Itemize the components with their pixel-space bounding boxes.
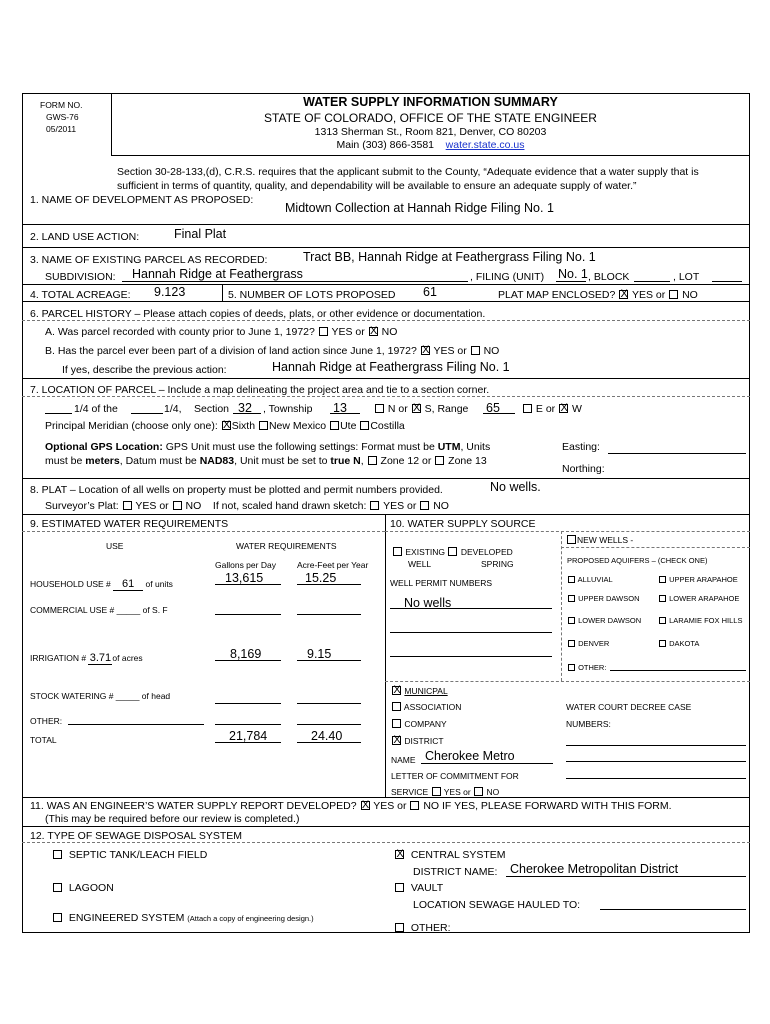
irrigation-acres[interactable]: 3.71: [89, 652, 112, 664]
s6b-no-checkbox[interactable]: [471, 346, 480, 355]
s6-label: 6. PARCEL HISTORY – Please attach copies of deeds, plats, or other evidence or documentation.: [30, 308, 486, 320]
ute-checkbox[interactable]: [330, 421, 339, 430]
new-mexico-checkbox[interactable]: [259, 421, 268, 430]
s4-label: 4. TOTAL ACREAGE:: [30, 289, 131, 301]
other-aquifer-checkbox[interactable]: [568, 664, 575, 671]
municipal-label: MUNICPAL: [404, 686, 448, 696]
other-gpd-field[interactable]: [215, 724, 281, 725]
ute-label: Ute: [340, 420, 357, 432]
other-aquifer-field[interactable]: [610, 670, 746, 671]
s5-number-of-lots[interactable]: 61: [423, 285, 437, 299]
surveyor-no-label: NO: [185, 500, 202, 512]
s6a-no-label: NO: [381, 326, 398, 338]
commercial-gpd-field[interactable]: [215, 614, 281, 615]
existing-developed-row: [392, 547, 513, 557]
hand-sketch-label: If not, scaled hand drawn sketch:: [212, 500, 367, 512]
district-name-value[interactable]: Cherokee Metropolitan District: [510, 862, 679, 876]
service-label: SERVICE: [391, 787, 429, 797]
rule: [222, 284, 223, 301]
township-underline: [330, 413, 360, 414]
easting-label: Easting:: [562, 441, 600, 453]
filing-label: , FILING (UNIT): [470, 271, 545, 283]
provider-name-value[interactable]: Cherokee Metro: [425, 749, 515, 763]
sketch-no-label: NO: [433, 500, 449, 512]
vault-checkbox[interactable]: [395, 883, 404, 892]
gps-text-3a: must be: [45, 455, 86, 467]
subdivision-value[interactable]: Hannah Ridge at Feathergrass: [132, 267, 303, 281]
lagoon-row: [52, 882, 114, 894]
hauled-label: LOCATION SEWAGE HAULED TO:: [413, 899, 581, 911]
household-row-label: [30, 578, 173, 591]
s6-question-a: [45, 326, 397, 338]
central-label: CENTRAL SYSTEM: [410, 849, 506, 861]
dakota-checkbox[interactable]: [659, 640, 666, 647]
s6a-yes-label: YES or: [331, 326, 365, 338]
vault-row: [394, 882, 443, 894]
new-wells-label: NEW WELLS -: [577, 535, 634, 545]
service-yes-label: YES or: [443, 787, 471, 797]
provider-name-underline: [421, 763, 553, 764]
other-sewage-checkbox[interactable]: [395, 923, 404, 932]
surveyor-yes-label: YES or: [135, 500, 169, 512]
gps-meters: meters: [85, 455, 120, 467]
court-line-1[interactable]: [566, 745, 746, 746]
other-use-field[interactable]: [68, 724, 204, 725]
s11-note: (This may be required before our review is completed.): [45, 813, 300, 825]
aquifer-denver: [567, 639, 609, 648]
irrigation-gpd[interactable]: 8,169: [230, 647, 262, 661]
irrigation-gpd-underline: [215, 660, 281, 661]
s3-parcel-name[interactable]: Tract BB, Hannah Ridge at Feathergrass Filing No. 1: [303, 250, 596, 264]
sixth-label: Sixth: [231, 420, 256, 432]
other-row-label: OTHER:: [30, 716, 63, 726]
s6a-yes-checkbox[interactable]: [319, 327, 328, 336]
vault-label: VAULT: [410, 882, 444, 894]
s11-yes-checkbox[interactable]: [361, 801, 370, 810]
costilla-checkbox[interactable]: [360, 421, 369, 430]
quarter-1-label: 1/4 of the: [74, 403, 118, 415]
s11-no-label: NO IF YES, PLEASE FORWARD WITH THIS FORM.: [423, 800, 672, 812]
existing-label: EXISTING: [405, 547, 446, 557]
lagoon-label: LAGOON: [68, 882, 114, 894]
stock-gpd-field[interactable]: [215, 703, 281, 704]
new-wells-checkbox[interactable]: [567, 535, 576, 544]
agency-phone: Main (303) 866-3581: [336, 139, 434, 151]
s11-label: 11. WAS AN ENGINEER’S WATER SUPPLY REPORT DEVELOPED?: [30, 800, 357, 812]
total-gpd-underline: [215, 742, 281, 743]
block-label: , BLOCK: [588, 271, 630, 283]
northing-label: Northing:: [562, 463, 605, 475]
s6-describe-label: If yes, describe the previous action:: [62, 364, 227, 376]
irrigation-afy[interactable]: 9.15: [307, 647, 332, 661]
rule: [22, 396, 750, 397]
rule: [561, 531, 562, 681]
agency-website-link[interactable]: water.state.co.us: [445, 139, 525, 151]
alluvial-checkbox[interactable]: [568, 576, 575, 583]
requirements-header: WATER REQUIREMENTS: [236, 541, 337, 551]
s9-label: 9. ESTIMATED WATER REQUIREMENTS: [30, 518, 229, 530]
new-mexico-label: New Mexico: [268, 420, 327, 432]
lower-arapahoe-label: LOWER ARAPAHOE: [669, 594, 740, 603]
rule: [561, 547, 750, 548]
rule: [22, 247, 750, 248]
east-label: E or: [535, 403, 556, 415]
laramie-label: LARAMIE FOX HILLS: [669, 616, 743, 625]
s11-row: [30, 800, 671, 812]
irrigation-row-label: [30, 652, 143, 665]
developed-spring-checkbox[interactable]: [448, 547, 457, 556]
association-checkbox[interactable]: [392, 702, 401, 711]
section-value[interactable]: 32: [238, 401, 252, 415]
municipal-row: [391, 686, 448, 696]
s2-label: 2. LAND USE ACTION:: [30, 231, 140, 243]
lot-underline: [712, 281, 742, 282]
s6-question-b: [45, 345, 499, 357]
plat-map-yes-label: YES or: [631, 289, 666, 301]
district-row: [391, 736, 444, 746]
gps-nad83: NAD83: [199, 455, 235, 467]
developed-label: DEVELOPED: [460, 547, 513, 557]
south-range-label: S, Range: [424, 403, 469, 415]
other-aquifer-label: OTHER:: [578, 663, 607, 672]
septic-checkbox[interactable]: [53, 850, 62, 859]
s6b-text: B. Has the parcel ever been part of a division of land action since June 1, 1972?: [45, 345, 417, 357]
section-label: Section: [194, 403, 230, 415]
meridian-row: [45, 420, 405, 432]
statute-text-2: sufficient in terms of quantity, quality, and dependability will be available to ensure an adequate supply of water.”: [117, 180, 637, 192]
plat-map-yes-checkbox[interactable]: [619, 290, 628, 299]
engineered-note: (Attach a copy of engineering design.): [187, 914, 314, 923]
household-afy[interactable]: 15.25: [305, 571, 337, 585]
total-row-label: TOTAL: [30, 735, 57, 745]
meridian-label: Principal Meridian (choose only one):: [45, 420, 218, 432]
surveyor-yes-checkbox[interactable]: [123, 501, 132, 510]
household-gpd-underline: [215, 584, 281, 585]
s5-label: 5. NUMBER OF LOTS PROPOSED: [228, 289, 396, 301]
south-checkbox[interactable]: [412, 404, 421, 413]
plat-map-label: PLAT MAP ENCLOSED?: [498, 289, 616, 301]
lot-label: , LOT: [673, 271, 700, 283]
total-afy-underline: [297, 742, 361, 743]
subdivision-label: SUBDIVISION:: [45, 271, 116, 283]
gps-text-3d: ,: [360, 455, 364, 467]
aquifer-laramie: [658, 616, 742, 625]
statute-text-1: Section 30-28-133,(d), C.R.S. requires that the applicant submit to the County, “Adequate evidence that a water supply that is: [117, 166, 699, 178]
rule: [22, 478, 750, 479]
household-gpd[interactable]: 13,615: [225, 571, 264, 585]
denver-checkbox[interactable]: [568, 640, 575, 647]
s10-label: 10. WATER SUPPLY SOURCE: [390, 518, 536, 530]
other-sewage-row: [394, 922, 451, 934]
s6a-text: A. Was parcel recorded with county prior to June 1, 1972?: [45, 326, 315, 338]
rule: [22, 320, 750, 321]
service-no-checkbox[interactable]: [474, 787, 483, 796]
alluvial-label: ALLUVIAL: [577, 575, 613, 584]
north-label: N or: [387, 403, 408, 415]
form-title: WATER SUPPLY INFORMATION SUMMARY: [303, 95, 558, 109]
sketch-yes-label: YES or: [383, 500, 417, 512]
court-decree-label: WATER COURT DECREE CASE: [566, 702, 692, 712]
township-label: , Township: [263, 403, 313, 415]
other-sewage-label: OTHER:: [410, 922, 451, 934]
association-label: ASSOCIATION: [403, 702, 462, 712]
gpd-header: Gallons per Day: [215, 560, 276, 570]
lower-dawson-label: LOWER DAWSON: [578, 616, 642, 625]
rule: [385, 531, 750, 532]
septic-label: SEPTIC TANK/LEACH FIELD: [68, 849, 208, 861]
plat-map-enclosed: [498, 289, 698, 301]
s1-development-name[interactable]: Midtown Collection at Hannah Ridge Filing No. 1: [285, 201, 554, 215]
proposed-aquifers-label: PROPOSED AQUIFERS – (CHECK ONE): [567, 556, 708, 565]
household-label: HOUSEHOLD USE #: [30, 579, 111, 589]
district-label: DISTRICT: [404, 736, 444, 746]
s1-label: 1. NAME OF DEVELOPMENT AS PROPOSED:: [30, 194, 254, 206]
service-no-label: NO: [486, 787, 500, 797]
gps-line-1: [45, 441, 490, 453]
subdivision-underline: [122, 281, 468, 282]
rule: [22, 531, 385, 532]
sketch-no-checkbox[interactable]: [420, 501, 429, 510]
commercial-row-label: COMMERCIAL USE # _____ of S. F: [30, 605, 168, 615]
gps-title: Optional GPS Location:: [45, 441, 163, 453]
aquifer-dakota: [658, 639, 699, 648]
well-label: WELL: [408, 559, 432, 569]
use-header: USE: [106, 541, 124, 551]
s6b-yes-checkbox[interactable]: [421, 346, 430, 355]
household-units[interactable]: 61: [113, 578, 143, 591]
upper-dawson-checkbox[interactable]: [568, 595, 575, 602]
rule: [22, 797, 750, 798]
quarter-2-label: 1/4,: [164, 403, 182, 415]
quarter-2-underline: [131, 413, 163, 414]
other-afy-field[interactable]: [297, 724, 361, 725]
agency-contact: [111, 139, 750, 151]
west-checkbox[interactable]: [559, 404, 568, 413]
court-line-2[interactable]: [566, 761, 746, 762]
total-gpd[interactable]: 21,784: [229, 729, 268, 743]
agency-address: 1313 Sherman St., Room 821, Denver, CO 80203: [314, 126, 547, 138]
surveyor-label: Surveyor’s Plat:: [45, 500, 119, 512]
gps-line-2: [45, 455, 487, 467]
company-label: COMPANY: [404, 719, 447, 729]
district-name-label: DISTRICT NAME:: [413, 866, 498, 878]
aquifer-upper-arapahoe: [658, 575, 738, 584]
township-value[interactable]: 13: [333, 401, 347, 415]
spring-label: SPRING: [481, 559, 514, 569]
engineered-row: [52, 912, 314, 924]
s7-label: 7. LOCATION OF PARCEL – Include a map delineating the project area and tie to a section corner.: [30, 384, 490, 396]
service-row: [391, 787, 499, 797]
township-direction: [374, 403, 468, 415]
s11-no-checkbox[interactable]: [410, 801, 419, 810]
aquifer-lower-arapahoe: [658, 594, 739, 603]
rule: [385, 681, 750, 682]
plat-map-no-checkbox[interactable]: [669, 290, 678, 299]
s3-label: 3. NAME OF EXISTING PARCEL AS RECORDED:: [30, 254, 268, 266]
surveyor-no-checkbox[interactable]: [173, 501, 182, 510]
existing-well-checkbox[interactable]: [393, 547, 402, 556]
upper-dawson-label: UPPER DAWSON: [578, 594, 640, 603]
rule: [22, 842, 750, 843]
agency-name: STATE OF COLORADO, OFFICE OF THE STATE ENGINEER: [264, 111, 597, 125]
zone13-label: Zone 13: [448, 455, 487, 467]
plat-map-no-label: NO: [682, 289, 698, 301]
sketch-yes-checkbox[interactable]: [370, 501, 379, 510]
surveyor-row: [45, 500, 449, 512]
gps-text-3c: , Unit must be set to: [234, 455, 331, 467]
range-value[interactable]: 65: [486, 401, 500, 415]
district-checkbox[interactable]: [392, 736, 401, 745]
range-direction: [522, 403, 582, 415]
commitment-label: LETTER OF COMMITMENT FOR: [391, 771, 519, 781]
easting-field[interactable]: [608, 453, 746, 454]
range-underline: [483, 413, 515, 414]
form-date: 05/2011: [46, 124, 77, 134]
association-row: [391, 702, 461, 712]
north-checkbox[interactable]: [375, 404, 384, 413]
gps-text-3b: , Datum must be: [119, 455, 200, 467]
stock-row-label: STOCK WATERING # _____ of head: [30, 691, 171, 701]
form-no-label: FORM NO.: [40, 100, 83, 110]
engineered-checkbox[interactable]: [53, 913, 62, 922]
engineered-label: ENGINEERED SYSTEM: [68, 912, 185, 924]
s4-total-acreage[interactable]: 9.123: [154, 285, 186, 299]
s6b-yes-label: YES or: [433, 345, 467, 357]
s8-label: 8. PLAT – Location of all wells on property must be plotted and permit numbers provided.: [30, 484, 443, 496]
permit-line-1: [390, 608, 552, 609]
s8-wells-value[interactable]: No wells.: [490, 480, 541, 494]
irrigation-acres-label: of acres: [112, 653, 143, 663]
west-label: W: [572, 403, 582, 415]
upper-arapahoe-checkbox[interactable]: [659, 576, 666, 583]
quarter-1-underline: [45, 413, 72, 414]
household-afy-underline: [297, 584, 361, 585]
form-code: GWS-76: [46, 112, 79, 122]
upper-arapahoe-label: UPPER ARAPAHOE: [669, 575, 738, 584]
zone12-label: Zone 12 or: [380, 455, 432, 467]
provider-name-label: NAME: [391, 755, 416, 765]
rule: [22, 224, 750, 225]
new-wells-row: [566, 535, 633, 545]
commercial-afy-field[interactable]: [297, 614, 361, 615]
central-checkbox[interactable]: [395, 850, 404, 859]
irrigation-label: IRRIGATION #: [30, 653, 87, 663]
rule: [22, 826, 750, 827]
lower-arapahoe-checkbox[interactable]: [659, 595, 666, 602]
zone13-checkbox[interactable]: [435, 456, 444, 465]
east-checkbox[interactable]: [523, 404, 532, 413]
lower-dawson-checkbox[interactable]: [568, 617, 575, 624]
hauled-field[interactable]: [600, 909, 746, 910]
rule: [22, 284, 750, 285]
gps-true-n: true N: [330, 455, 361, 467]
dakota-label: DAKOTA: [669, 639, 700, 648]
court-numbers-label: NUMBERS:: [566, 719, 611, 729]
court-line-3[interactable]: [566, 778, 746, 779]
permit-numbers-value[interactable]: No wells: [404, 596, 452, 610]
district-name-underline: [506, 876, 746, 877]
lagoon-checkbox[interactable]: [53, 883, 62, 892]
zone12-checkbox[interactable]: [368, 456, 377, 465]
s12-label: 12. TYPE OF SEWAGE DISPOSAL SYSTEM: [30, 830, 243, 842]
irrigation-afy-underline: [297, 660, 361, 661]
service-yes-checkbox[interactable]: [432, 787, 441, 796]
rule: [22, 301, 750, 302]
section-underline: [233, 413, 261, 414]
aquifer-upper-dawson: [567, 594, 640, 603]
block-underline: [634, 281, 670, 282]
septic-row: [52, 849, 207, 861]
total-afy[interactable]: 24.40: [311, 729, 343, 743]
permit-numbers-label: WELL PERMIT NUMBERS: [390, 578, 493, 588]
household-units-label: of units: [145, 579, 173, 589]
s6-describe-value[interactable]: Hannah Ridge at Feathergrass Filing No. 1: [272, 360, 510, 374]
rule: [22, 378, 750, 379]
aquifer-lower-dawson: [567, 616, 641, 625]
company-row: [391, 719, 447, 729]
s11-yes-label: YES or: [373, 800, 407, 812]
municipal-checkbox[interactable]: [392, 686, 401, 695]
aquifer-alluvial: [567, 575, 613, 584]
denver-label: DENVER: [578, 639, 610, 648]
filing-underline: [556, 281, 586, 282]
gps-utm: UTM: [437, 441, 461, 453]
stock-afy-field[interactable]: [297, 703, 361, 704]
costilla-label: Costilla: [370, 420, 405, 432]
laramie-checkbox[interactable]: [659, 617, 666, 624]
sixth-checkbox[interactable]: [222, 421, 231, 430]
s6a-no-checkbox[interactable]: [369, 327, 378, 336]
central-row: [394, 849, 506, 861]
rule: [385, 514, 386, 797]
s2-land-use-action[interactable]: Final Plat: [174, 227, 227, 241]
company-checkbox[interactable]: [392, 719, 401, 728]
gps-text-1: GPS Unit must use the following settings: Format must be: [162, 441, 438, 453]
afy-header: Acre-Feet per Year: [297, 560, 369, 570]
permit-line-3: [390, 656, 552, 657]
gps-text-2: , Units: [460, 441, 491, 453]
filing-value[interactable]: No. 1: [558, 267, 588, 281]
rule: [111, 155, 750, 156]
permit-line-2: [390, 632, 552, 633]
rule: [22, 514, 750, 515]
s6b-no-label: NO: [483, 345, 500, 357]
aquifer-other: [567, 663, 606, 672]
